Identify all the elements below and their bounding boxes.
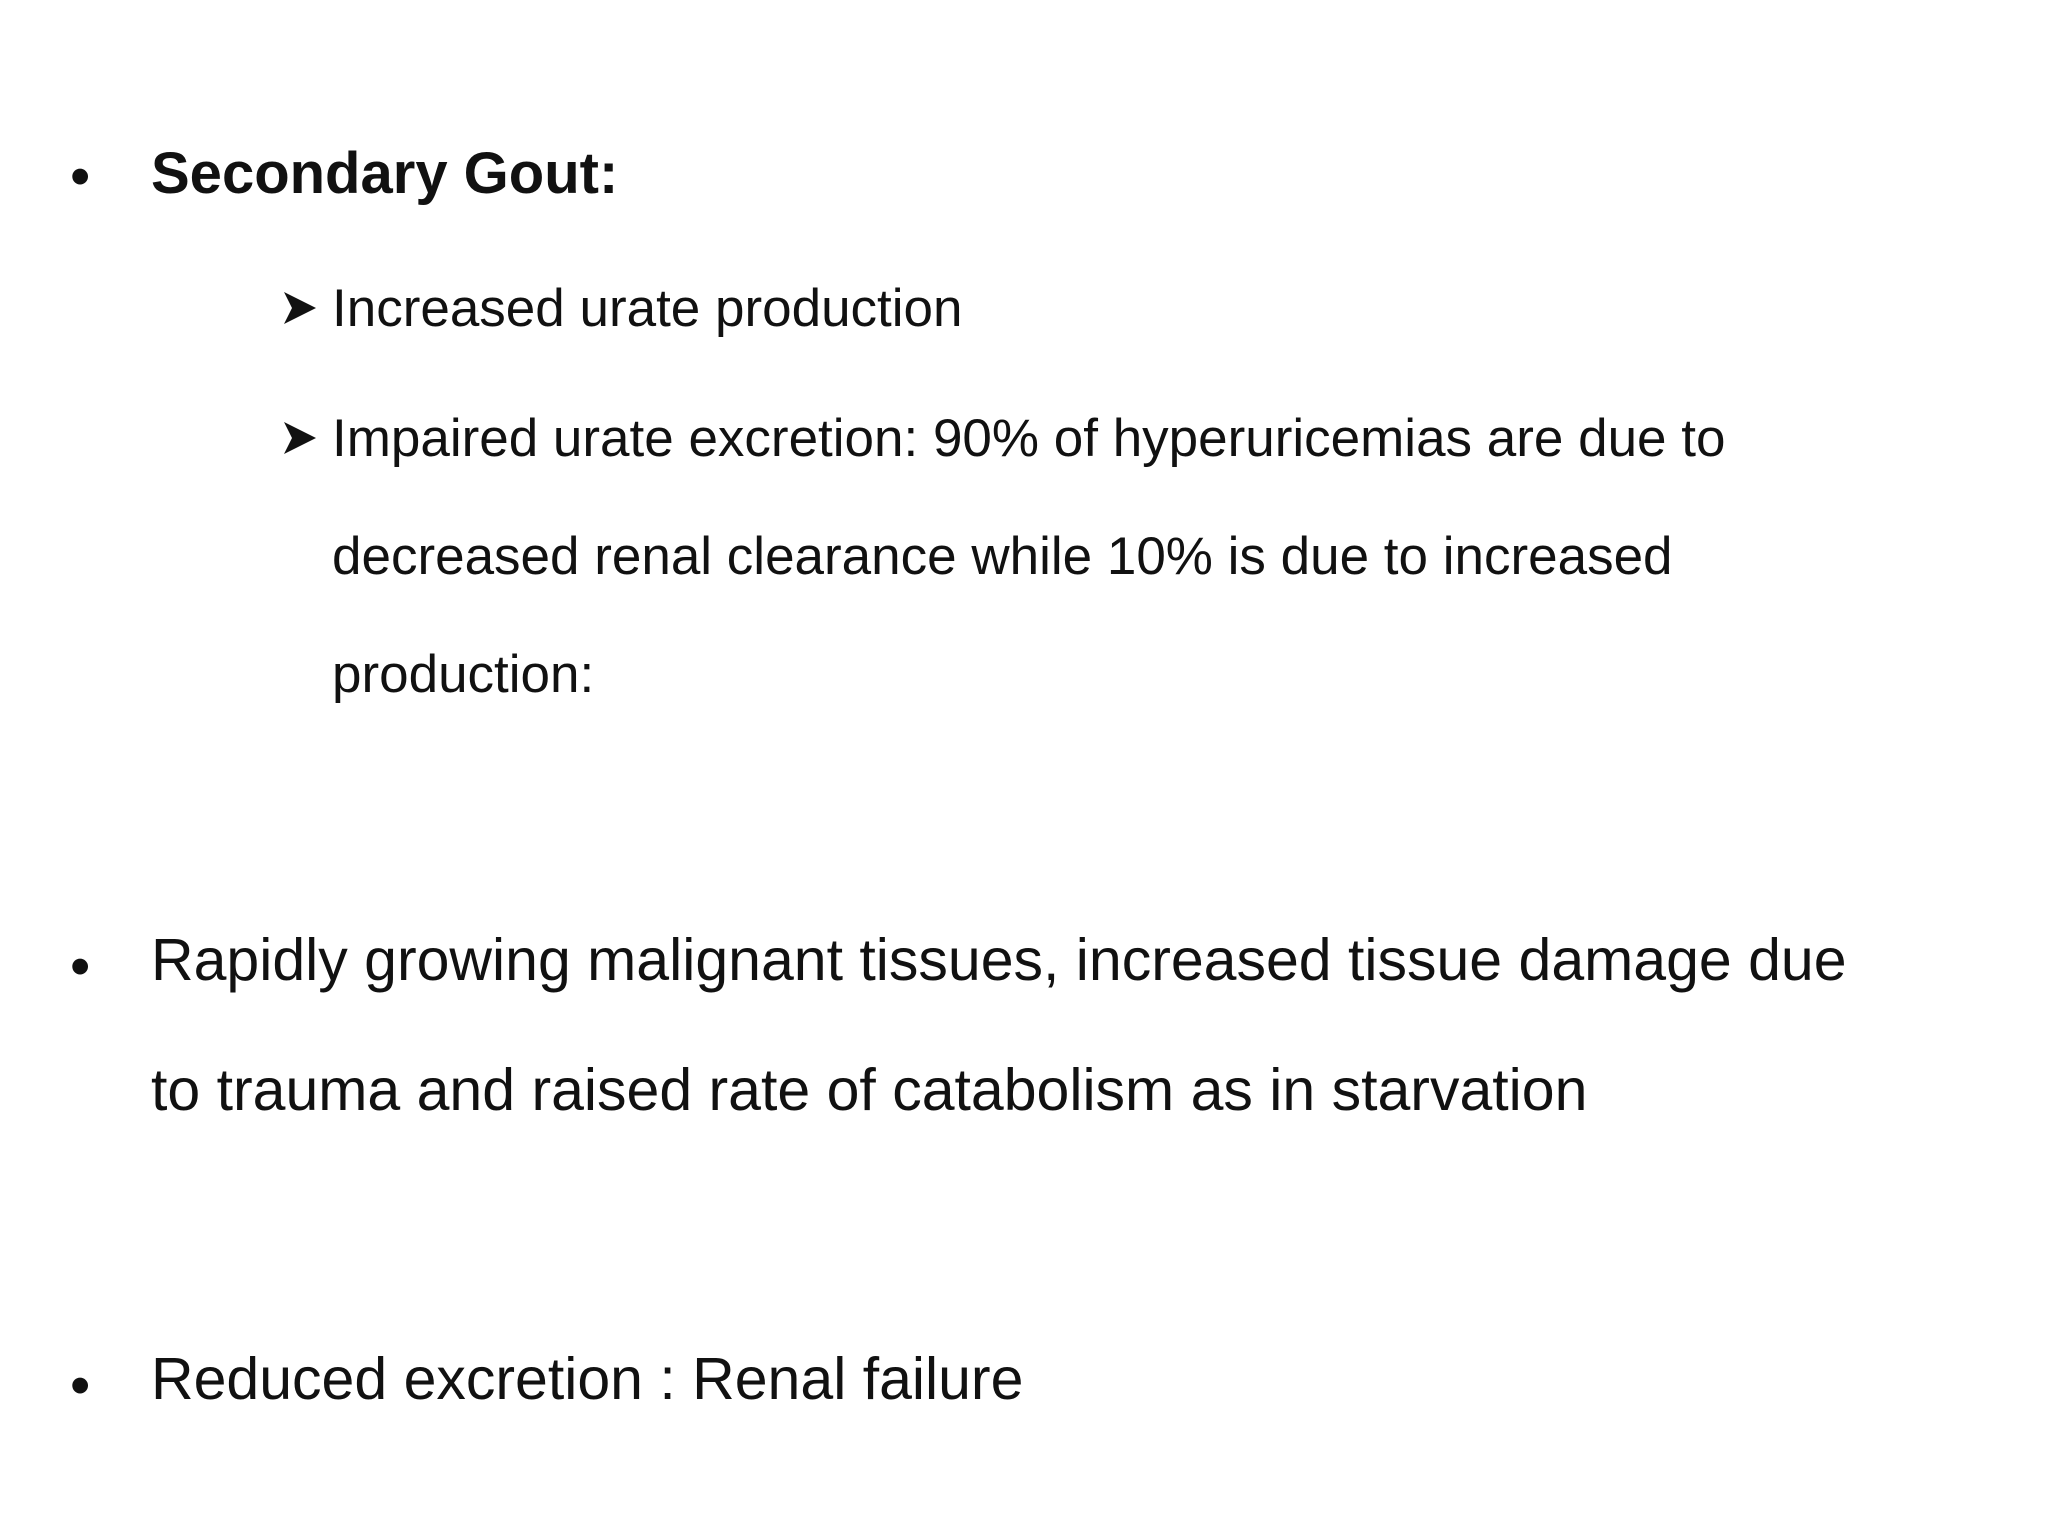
sub-item-line: production: <box>332 645 595 704</box>
bullet-dot: • <box>70 1353 91 1418</box>
paragraph-line: to trauma and raised rate of catabolism as in starvation <box>151 1057 1588 1123</box>
bullet-dot: • <box>70 144 91 209</box>
bullet-dot: • <box>70 934 91 999</box>
arrowhead-icon <box>280 288 320 328</box>
sub-item-impaired-excretion <box>332 380 1725 734</box>
sub-item-line: decreased renal clearance while 10% is due to increased <box>332 527 1673 586</box>
malignant-tissues-text <box>151 895 1847 1155</box>
reduced-excretion-text: Reduced excretion : Renal failure <box>151 1346 1024 1412</box>
paragraph-line: Rapidly growing malignant tissues, increased tissue damage due <box>151 927 1847 993</box>
secondary-gout-heading: Secondary Gout: <box>151 141 619 206</box>
sub-item-line: Impaired urate excretion: 90% of hyperuricemias are due to <box>332 409 1726 468</box>
arrowhead-icon <box>280 418 320 458</box>
sub-item-increased-production <box>332 250 963 368</box>
sub-item-line: Increased urate production <box>332 279 963 338</box>
